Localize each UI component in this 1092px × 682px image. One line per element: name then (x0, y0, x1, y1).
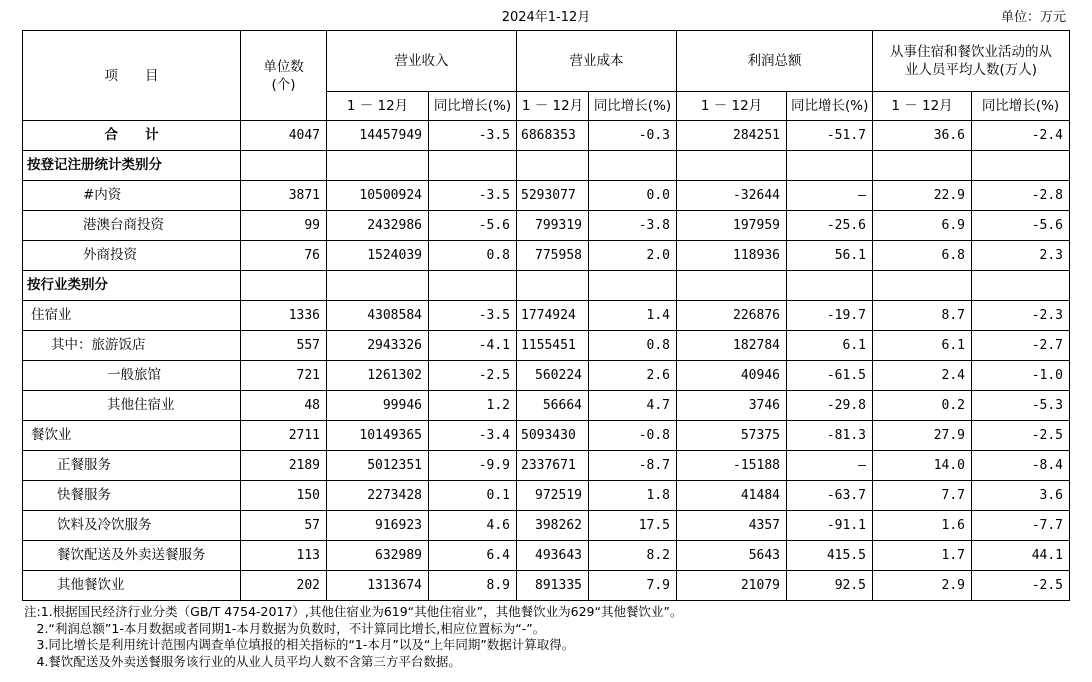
footnote: 4.餐饮配送及外卖送餐服务该行业的从业人员平均人数不含第三方平台数据。 (24, 653, 461, 669)
cell-cost-growth: 2.6 (589, 361, 677, 391)
cell-cost-growth: 1.8 (589, 481, 677, 511)
cell-revenue: 5012351 (327, 451, 429, 481)
cell-units: 2711 (241, 421, 327, 451)
table-row-total (23, 121, 1070, 151)
cell-profit-growth: 6.1 (787, 331, 873, 361)
cell-employees-growth: -2.8 (972, 181, 1070, 211)
table-header-bar (0, 6, 1092, 26)
cell-cost: 972519 (517, 481, 589, 511)
table-row-category (23, 271, 1070, 301)
subheader-growth: 同比增长(%) (972, 92, 1070, 121)
cell-profit: 21079 (677, 571, 787, 601)
cell-cost: 5093430 (517, 421, 589, 451)
cell-units: 76 (241, 241, 327, 271)
cell-units: 150 (241, 481, 327, 511)
cell-profit-growth: 415.5 (787, 541, 873, 571)
footnote: 2.“利润总额”1-本月数据或者同期1-本月数据为负数时，不计算同比增长,相应位置标为“-”。 (24, 620, 546, 636)
cell-units: 2189 (241, 451, 327, 481)
row-label: 其他餐饮业 (23, 571, 241, 601)
cell-profit-growth: — (787, 181, 873, 211)
header-cost: 营业成本 (517, 31, 677, 92)
row-label: 外商投资 (23, 241, 241, 271)
cell-cost-growth: 7.9 (589, 571, 677, 601)
row-label: #内资 (23, 181, 241, 211)
table-row (23, 241, 1070, 271)
cell-revenue: 14457949 (327, 121, 429, 151)
cell-cost: 6868353 (517, 121, 589, 151)
cell-profit: 57375 (677, 421, 787, 451)
table-row-category (23, 151, 1070, 181)
cell-cost: 2337671 (517, 451, 589, 481)
category-label: 按登记注册统计类别分 (23, 151, 241, 181)
category-label: 按行业类别分 (23, 271, 241, 301)
table-row (23, 301, 1070, 331)
cell-cost: 1774924 (517, 301, 589, 331)
subheader-growth: 同比增长(%) (429, 92, 517, 121)
cell-units: 113 (241, 541, 327, 571)
cell-revenue-growth: -3.4 (429, 421, 517, 451)
cell-cost-growth: -0.3 (589, 121, 677, 151)
cell-cost-growth: 1.4 (589, 301, 677, 331)
cell-employees: 2.9 (873, 571, 972, 601)
cell-revenue: 2943326 (327, 331, 429, 361)
cell-revenue-growth: -9.9 (429, 451, 517, 481)
table-row (23, 331, 1070, 361)
cell-profit: 182784 (677, 331, 787, 361)
subheader-period: 1 － 12月 (517, 92, 589, 121)
header-item: 项 目 (23, 31, 241, 121)
cell-revenue: 1261302 (327, 361, 429, 391)
table-row (23, 361, 1070, 391)
cell-units: 48 (241, 391, 327, 421)
cell-employees-growth: 44.1 (972, 541, 1070, 571)
cell-employees: 6.8 (873, 241, 972, 271)
cell-profit: 197959 (677, 211, 787, 241)
row-label: 餐饮业 (23, 421, 241, 451)
cell-profit: 3746 (677, 391, 787, 421)
cell-employees-growth: -2.4 (972, 121, 1070, 151)
cell-employees-growth: -5.3 (972, 391, 1070, 421)
row-label: 正餐服务 (23, 451, 241, 481)
cell-units: 4047 (241, 121, 327, 151)
header-units-label: 单位数 (263, 58, 304, 75)
cell-employees: 2.4 (873, 361, 972, 391)
cell-cost-growth: 8.2 (589, 541, 677, 571)
cell-revenue-growth: 4.6 (429, 511, 517, 541)
cell-revenue-growth: 8.9 (429, 571, 517, 601)
cell-profit: 118936 (677, 241, 787, 271)
cell-units: 557 (241, 331, 327, 361)
header-employees-line2: 业人员平均人数(万人) (904, 62, 1038, 78)
cell-employees-growth: -2.5 (972, 571, 1070, 601)
table-row (23, 541, 1070, 571)
subheader-growth: 同比增长(%) (589, 92, 677, 121)
cell-employees: 1.6 (873, 511, 972, 541)
cell-employees-growth: -7.7 (972, 511, 1070, 541)
row-label: 快餐服务 (23, 481, 241, 511)
subheader-period: 1 － 12月 (677, 92, 787, 121)
cell-cost: 560224 (517, 361, 589, 391)
cell-employees: 1.7 (873, 541, 972, 571)
cell-profit: 284251 (677, 121, 787, 151)
cell-revenue-growth: 1.2 (429, 391, 517, 421)
header-units-sub: (个) (271, 76, 296, 93)
cell-units: 3871 (241, 181, 327, 211)
table-row (23, 451, 1070, 481)
cell-cost-growth: -3.8 (589, 211, 677, 241)
cell-employees-growth: -1.0 (972, 361, 1070, 391)
footnotes (24, 604, 682, 670)
cell-cost-growth: -8.7 (589, 451, 677, 481)
cell-profit-growth: 92.5 (787, 571, 873, 601)
subheader-period: 1 － 12月 (873, 92, 972, 121)
cell-revenue: 99946 (327, 391, 429, 421)
statistics-table (22, 30, 1070, 601)
cell-revenue-growth: -4.1 (429, 331, 517, 361)
cell-revenue: 1524039 (327, 241, 429, 271)
cell-profit: 226876 (677, 301, 787, 331)
cell-profit-growth: -25.6 (787, 211, 873, 241)
cell-cost-growth: 0.0 (589, 181, 677, 211)
cell-employees-growth: 3.6 (972, 481, 1070, 511)
cell-revenue: 10500924 (327, 181, 429, 211)
cell-employees-growth: -5.6 (972, 211, 1070, 241)
table-row (23, 421, 1070, 451)
cell-cost-growth: 17.5 (589, 511, 677, 541)
cell-units: 57 (241, 511, 327, 541)
cell-employees: 0.2 (873, 391, 972, 421)
cell-cost: 5293077 (517, 181, 589, 211)
cell-profit-growth: -81.3 (787, 421, 873, 451)
row-label: 港澳台商投资 (23, 211, 241, 241)
header-profit: 利润总额 (677, 31, 873, 92)
cell-employees: 14.0 (873, 451, 972, 481)
cell-revenue-growth: -3.5 (429, 121, 517, 151)
cell-profit-growth: -63.7 (787, 481, 873, 511)
table-row (23, 211, 1070, 241)
cell-revenue-growth: -3.5 (429, 301, 517, 331)
cell-profit: -32644 (677, 181, 787, 211)
cell-cost-growth: 0.8 (589, 331, 677, 361)
table-row (23, 571, 1070, 601)
cell-employees: 22.9 (873, 181, 972, 211)
table-row (23, 181, 1070, 211)
cell-cost: 1155451 (517, 331, 589, 361)
table-row (23, 511, 1070, 541)
cell-revenue-growth: -3.5 (429, 181, 517, 211)
cell-revenue: 916923 (327, 511, 429, 541)
cell-employees: 6.9 (873, 211, 972, 241)
cell-cost: 493643 (517, 541, 589, 571)
cell-cost: 891335 (517, 571, 589, 601)
cell-employees-growth: -8.4 (972, 451, 1070, 481)
row-label: 合 计 (23, 121, 241, 151)
cell-profit-growth: — (787, 451, 873, 481)
cell-employees-growth: -2.5 (972, 421, 1070, 451)
cell-cost-growth: 4.7 (589, 391, 677, 421)
report-period: 2024年1-12月 (501, 10, 591, 25)
cell-profit: 40946 (677, 361, 787, 391)
cell-profit-growth: -19.7 (787, 301, 873, 331)
subheader-period: 1 － 12月 (327, 92, 429, 121)
cell-profit: 5643 (677, 541, 787, 571)
cell-profit-growth: -51.7 (787, 121, 873, 151)
cell-cost-growth: -0.8 (589, 421, 677, 451)
cell-revenue: 632989 (327, 541, 429, 571)
cell-employees-growth: -2.7 (972, 331, 1070, 361)
cell-revenue-growth: 0.8 (429, 241, 517, 271)
cell-profit-growth: -61.5 (787, 361, 873, 391)
cell-employees: 7.7 (873, 481, 972, 511)
cell-profit: -15188 (677, 451, 787, 481)
cell-employees-growth: 2.3 (972, 241, 1070, 271)
cell-employees-growth: -2.3 (972, 301, 1070, 331)
cell-employees: 27.9 (873, 421, 972, 451)
cell-employees: 8.7 (873, 301, 972, 331)
cell-revenue: 10149365 (327, 421, 429, 451)
cell-units: 721 (241, 361, 327, 391)
cell-revenue: 2432986 (327, 211, 429, 241)
cell-cost-growth: 2.0 (589, 241, 677, 271)
cell-revenue: 4308584 (327, 301, 429, 331)
footnote: 3.同比增长是利用统计范围内调查单位填报的相关指标的“1-本月”以及“上年同期”数据计算取得。 (24, 637, 575, 652)
cell-revenue-growth: 0.1 (429, 481, 517, 511)
row-label: 餐饮配送及外卖送餐服务 (23, 541, 241, 571)
cell-cost: 56664 (517, 391, 589, 421)
cell-revenue-growth: -2.5 (429, 361, 517, 391)
cell-employees: 6.1 (873, 331, 972, 361)
cell-profit: 4357 (677, 511, 787, 541)
table-row (23, 481, 1070, 511)
cell-profit: 41484 (677, 481, 787, 511)
header-revenue: 营业收入 (327, 31, 517, 92)
row-label: 一般旅馆 (23, 361, 241, 391)
cell-profit-growth: -91.1 (787, 511, 873, 541)
row-label: 住宿业 (23, 301, 241, 331)
subheader-growth: 同比增长(%) (787, 92, 873, 121)
cell-profit-growth: -29.8 (787, 391, 873, 421)
cell-revenue-growth: 6.4 (429, 541, 517, 571)
unit-label: 单位：万元 (1000, 10, 1066, 25)
row-label: 其他住宿业 (23, 391, 241, 421)
cell-units: 202 (241, 571, 327, 601)
cell-employees: 36.6 (873, 121, 972, 151)
cell-revenue: 2273428 (327, 481, 429, 511)
table-row (23, 391, 1070, 421)
cell-profit-growth: 56.1 (787, 241, 873, 271)
cell-cost: 799319 (517, 211, 589, 241)
cell-revenue-growth: -5.6 (429, 211, 517, 241)
header-employees-line1: 从事住宿和餐饮业活动的从 (890, 44, 1052, 60)
cell-revenue: 1313674 (327, 571, 429, 601)
cell-cost: 775958 (517, 241, 589, 271)
row-label: 饮料及冷饮服务 (23, 511, 241, 541)
cell-units: 1336 (241, 301, 327, 331)
row-label: 其中：旅游饭店 (23, 331, 241, 361)
header-units (241, 31, 327, 121)
footnote: 注:1.根据国民经济行业分类（GB/T 4754-2017）,其他住宿业为619“其他住宿业”，其他餐饮业为629“其他餐饮业”。 (24, 604, 683, 619)
header-employees (873, 31, 1070, 92)
cell-units: 99 (241, 211, 327, 241)
cell-cost: 398262 (517, 511, 589, 541)
